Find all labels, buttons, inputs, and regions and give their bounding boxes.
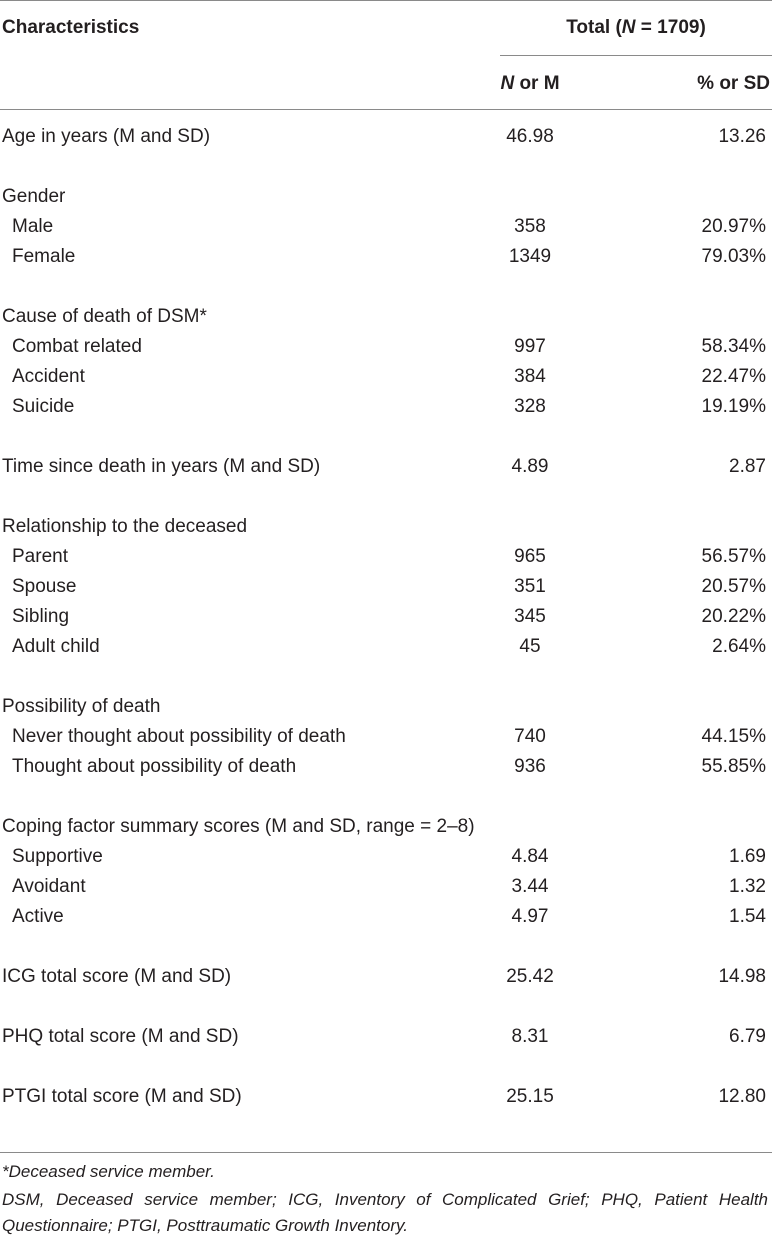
row-label: Spouse xyxy=(12,576,77,597)
row-value-n: 328 xyxy=(514,396,546,417)
table-bottom-rule xyxy=(0,1152,772,1153)
row-label: Female xyxy=(12,246,76,267)
table-row xyxy=(0,602,772,632)
row-label: Combat related xyxy=(12,336,142,357)
row-label: Suicide xyxy=(12,396,75,417)
table-row xyxy=(0,632,772,662)
row-value-pct: 1.32 xyxy=(729,876,766,897)
row-value-n: 997 xyxy=(514,336,546,357)
row-value-n: 965 xyxy=(514,546,546,567)
row-label: Accident xyxy=(12,366,85,387)
row-value-n: 3.44 xyxy=(511,876,549,897)
row-label: Male xyxy=(12,216,54,237)
table-row xyxy=(0,1082,772,1112)
row-value-pct: 58.34% xyxy=(701,336,766,357)
row-value-pct: 1.69 xyxy=(729,846,766,867)
table-row xyxy=(0,962,772,992)
row-label: Time since death in years (M and SD) xyxy=(2,456,321,477)
row-label: Sibling xyxy=(12,606,70,627)
row-value-pct: 19.19% xyxy=(701,396,766,417)
row-label: Never thought about possibility of death xyxy=(12,726,346,747)
table-row xyxy=(0,1022,772,1052)
row-value-n: 1349 xyxy=(508,246,552,267)
header-pct-or-sd: % or SD xyxy=(697,73,770,94)
header-total-prefix: Total ( xyxy=(566,17,622,38)
row-value-pct: 56.57% xyxy=(701,546,766,567)
table-row xyxy=(0,182,772,212)
table-row xyxy=(0,452,772,482)
row-value-n: 25.15 xyxy=(506,1086,554,1107)
row-value-n: 46.98 xyxy=(506,126,554,147)
row-value-n: 345 xyxy=(514,606,546,627)
row-label: Active xyxy=(12,906,64,927)
row-label: Supportive xyxy=(12,846,103,867)
header-sub-rule xyxy=(500,55,772,56)
row-value-pct: 79.03% xyxy=(701,246,766,267)
row-value-n: 4.97 xyxy=(511,906,549,927)
table-top-rule xyxy=(0,0,772,1)
row-label: Parent xyxy=(12,546,68,567)
header-total-suffix: = 1709) xyxy=(635,17,706,38)
row-label: Adult child xyxy=(12,636,100,657)
row-label: PHQ total score (M and SD) xyxy=(2,1026,239,1047)
row-value-pct: 55.85% xyxy=(701,756,766,777)
row-value-pct: 2.64% xyxy=(712,636,766,657)
header-n-rest: or M xyxy=(514,73,560,94)
row-label: Coping factor summary scores (M and SD, range = 2–8) xyxy=(2,816,475,837)
row-label: Gender xyxy=(2,186,66,207)
row-value-pct: 20.57% xyxy=(701,576,766,597)
table-row xyxy=(0,302,772,332)
table-row xyxy=(0,332,772,362)
row-value-n: 4.84 xyxy=(511,846,549,867)
row-value-pct: 6.79 xyxy=(729,1026,766,1047)
row-label: ICG total score (M and SD) xyxy=(2,966,232,987)
table-row xyxy=(0,212,772,242)
row-value-n: 936 xyxy=(514,756,546,777)
row-label: Age in years (M and SD) xyxy=(2,126,211,147)
row-value-n: 358 xyxy=(514,216,546,237)
row-value-pct: 2.87 xyxy=(729,456,766,477)
row-label: PTGI total score (M and SD) xyxy=(2,1086,242,1107)
row-value-n: 4.89 xyxy=(511,456,549,477)
row-value-pct: 14.98 xyxy=(718,966,766,987)
header-characteristics: Characteristics xyxy=(2,17,140,38)
table-row xyxy=(0,842,772,872)
table-row xyxy=(0,752,772,782)
row-value-pct: 1.54 xyxy=(729,906,766,927)
row-label: Avoidant xyxy=(12,876,86,897)
row-value-n: 384 xyxy=(514,366,546,387)
table-row xyxy=(0,692,772,722)
table-row xyxy=(0,242,772,272)
row-value-n: 740 xyxy=(514,726,546,747)
table-row xyxy=(0,572,772,602)
row-label: Possibility of death xyxy=(2,696,161,717)
row-value-n: 45 xyxy=(519,636,541,657)
table-row xyxy=(0,512,772,542)
row-value-pct: 20.97% xyxy=(701,216,766,237)
row-value-n: 351 xyxy=(514,576,546,597)
footnote-asterisk: *Deceased service member. xyxy=(2,1162,215,1181)
header-n-or-m xyxy=(480,73,580,95)
row-value-pct: 12.80 xyxy=(718,1086,766,1107)
row-value-n: 8.31 xyxy=(511,1026,549,1047)
row-value-pct: 22.47% xyxy=(701,366,766,387)
table-row xyxy=(0,542,772,572)
table-row xyxy=(0,392,772,422)
header-bottom-rule xyxy=(0,109,772,110)
table-row xyxy=(0,122,772,152)
footnote-abbreviations: DSM, Deceased service member; ICG, Inventory of Complicated Grief; PHQ, Patient Health Questionnaire; PTGI, Posttraumatic Growth Inventory. xyxy=(2,1190,768,1235)
table-row xyxy=(0,812,772,842)
table-row xyxy=(0,902,772,932)
header-n-italic: N xyxy=(500,73,515,94)
header-total xyxy=(500,17,772,39)
table-row xyxy=(0,362,772,392)
row-value-pct: 13.26 xyxy=(718,126,766,147)
table-row xyxy=(0,872,772,902)
header-total-n: N xyxy=(621,17,636,38)
table-row xyxy=(0,722,772,752)
row-label: Thought about possibility of death xyxy=(12,756,297,777)
row-value-n: 25.42 xyxy=(506,966,554,987)
row-label: Cause of death of DSM* xyxy=(2,306,207,327)
row-value-pct: 44.15% xyxy=(701,726,766,747)
row-label: Relationship to the deceased xyxy=(2,516,248,537)
row-value-pct: 20.22% xyxy=(701,606,766,627)
